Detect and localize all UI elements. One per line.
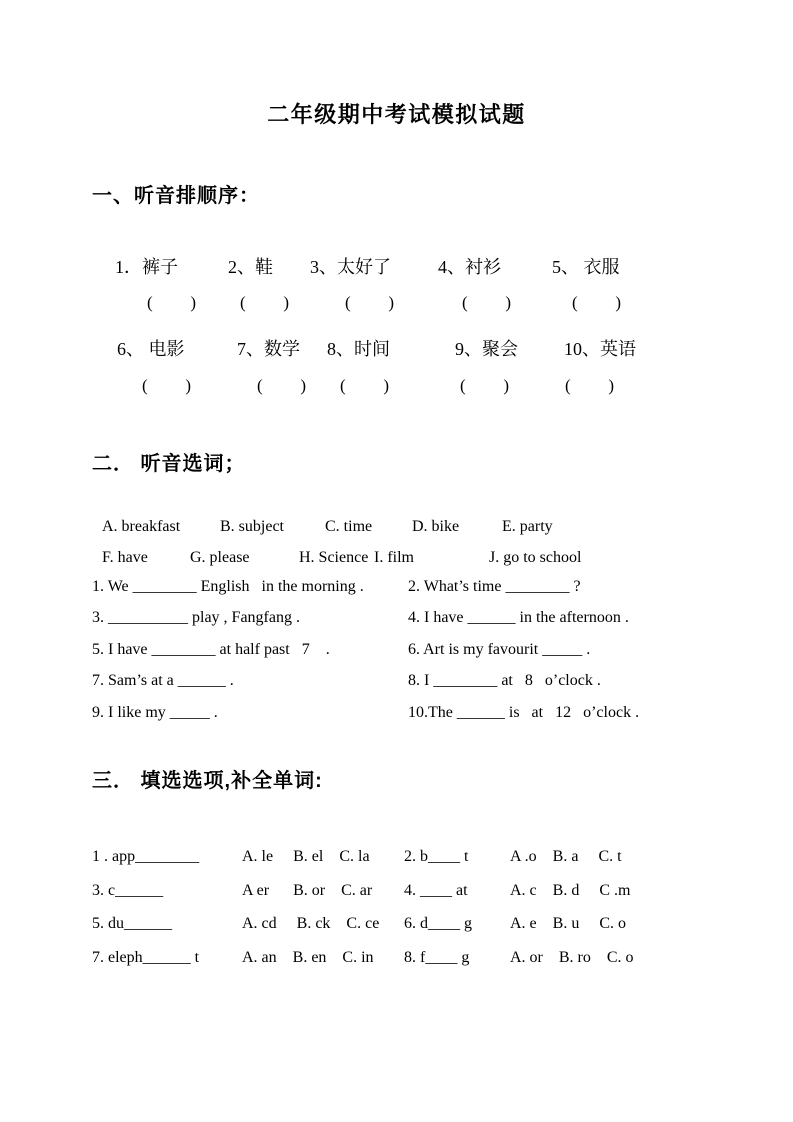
section1-heading: 一、听音排顺序： <box>92 185 260 207</box>
section1-row2 <box>92 335 773 361</box>
listening-item-10: 10、英语 <box>564 339 636 359</box>
listening-item-7: 7、数学 <box>237 339 300 359</box>
answer-parens-10: ( ) <box>565 376 616 395</box>
word-bank-item-h: H. Science <box>299 549 369 566</box>
answer-parens-8: ( ) <box>340 376 391 395</box>
fill-blank-question-7: 7. Sam’s at a ______ . <box>92 672 234 690</box>
word-completion-question-8: 8. f____ g <box>404 948 470 966</box>
word-bank-item-i: I. film <box>374 549 414 566</box>
fill-blank-question-5: 5. I have ________ at half past 7 . <box>92 640 330 658</box>
option-choices-2: A .o B. a C. t <box>510 848 622 865</box>
word-completion-question-6: 6. d____ g <box>404 915 472 932</box>
answer-parens-7: ( ) <box>257 376 308 395</box>
fill-blank-question-8: 8. I ________ at 8 o’clock . <box>408 672 601 690</box>
option-choices-6: A. e B. u C. o <box>510 915 626 932</box>
option-choices-5: A. cd B. ck C. ce <box>242 915 380 932</box>
section3-items <box>92 846 752 980</box>
fill-blank-question-9: 9. I like my _____ . <box>92 703 218 721</box>
listening-item-9: 9、聚会 <box>455 339 518 359</box>
listening-item-3: 3、太好了 <box>310 257 391 277</box>
answer-parens-3: ( ) <box>345 293 396 312</box>
word-bank-item-a: A. breakfast <box>102 518 181 535</box>
option-choices-1: A. le B. el C. la <box>242 848 370 865</box>
fill-blank-question-1: 1. We ________ English in the morning . <box>92 578 364 595</box>
word-bank-line1 <box>92 518 773 544</box>
fill-blank-question-10: 10.The ______ is at 12 o’clock . <box>408 703 640 721</box>
section1-row1 <box>92 253 773 279</box>
option-choices-7: A. an B. en C. in <box>242 948 374 966</box>
word-completion-question-4: 4. ____ at <box>404 881 468 899</box>
section1-row2-answers <box>92 376 773 402</box>
listening-item-1: 1．裤子 <box>115 257 178 277</box>
word-bank-item-j: J. go to school <box>489 549 582 566</box>
answer-parens-4: ( ) <box>462 293 513 312</box>
exam-title: 二年级期中考试模拟试题 <box>267 102 526 127</box>
fill-blank-question-4: 4. I have ______ in the afternoon . <box>408 609 629 627</box>
option-choices-3: A er B. or C. ar <box>242 881 373 899</box>
word-completion-question-2: 2. b____ t <box>404 848 469 865</box>
answer-parens-9: ( ) <box>460 376 511 395</box>
fill-blank-question-3: 3. __________ play , Fangfang . <box>92 609 300 627</box>
answer-parens-5: ( ) <box>572 293 623 312</box>
section1-row1-answers <box>92 293 773 319</box>
word-completion-question-5: 5. du______ <box>92 915 172 932</box>
listening-item-8: 8、时间 <box>327 339 390 359</box>
answer-parens-6: ( ) <box>142 376 193 395</box>
word-completion-question-7: 7. eleph______ t <box>92 948 200 966</box>
section3-heading: 三． 填选选项,补全单词: <box>92 770 323 792</box>
word-completion-question-3: 3. c______ <box>92 881 164 899</box>
fill-blank-question-2: 2. What’s time ________ ? <box>408 578 581 595</box>
word-bank-item-d: D. bike <box>412 518 460 535</box>
word-bank-item-c: C. time <box>325 518 373 535</box>
word-bank-item-g: G. please <box>190 549 250 566</box>
section2-questions <box>92 576 752 733</box>
option-choices-8: A. or B. ro C. o <box>510 948 634 966</box>
word-bank-item-b: B. subject <box>220 518 284 535</box>
section2-heading: 二． 听音选词； <box>92 453 246 475</box>
listening-item-5: 5、 衣服 <box>552 257 620 277</box>
option-choices-4: A. c B. d C .m <box>510 881 631 899</box>
listening-item-2: 2、鞋 <box>228 257 273 277</box>
fill-blank-question-6: 6. Art is my favourit _____ . <box>408 640 591 658</box>
answer-parens-2: ( ) <box>240 293 291 312</box>
word-bank-item-e: E. party <box>502 518 553 535</box>
listening-item-6: 6、 电影 <box>117 339 185 359</box>
answer-parens-1: ( ) <box>147 293 198 312</box>
word-bank-item-f: F. have <box>102 549 148 566</box>
word-bank-line2 <box>92 549 773 575</box>
listening-item-4: 4、衬衫 <box>438 257 501 277</box>
word-completion-question-1: 1 . app________ <box>92 848 200 865</box>
